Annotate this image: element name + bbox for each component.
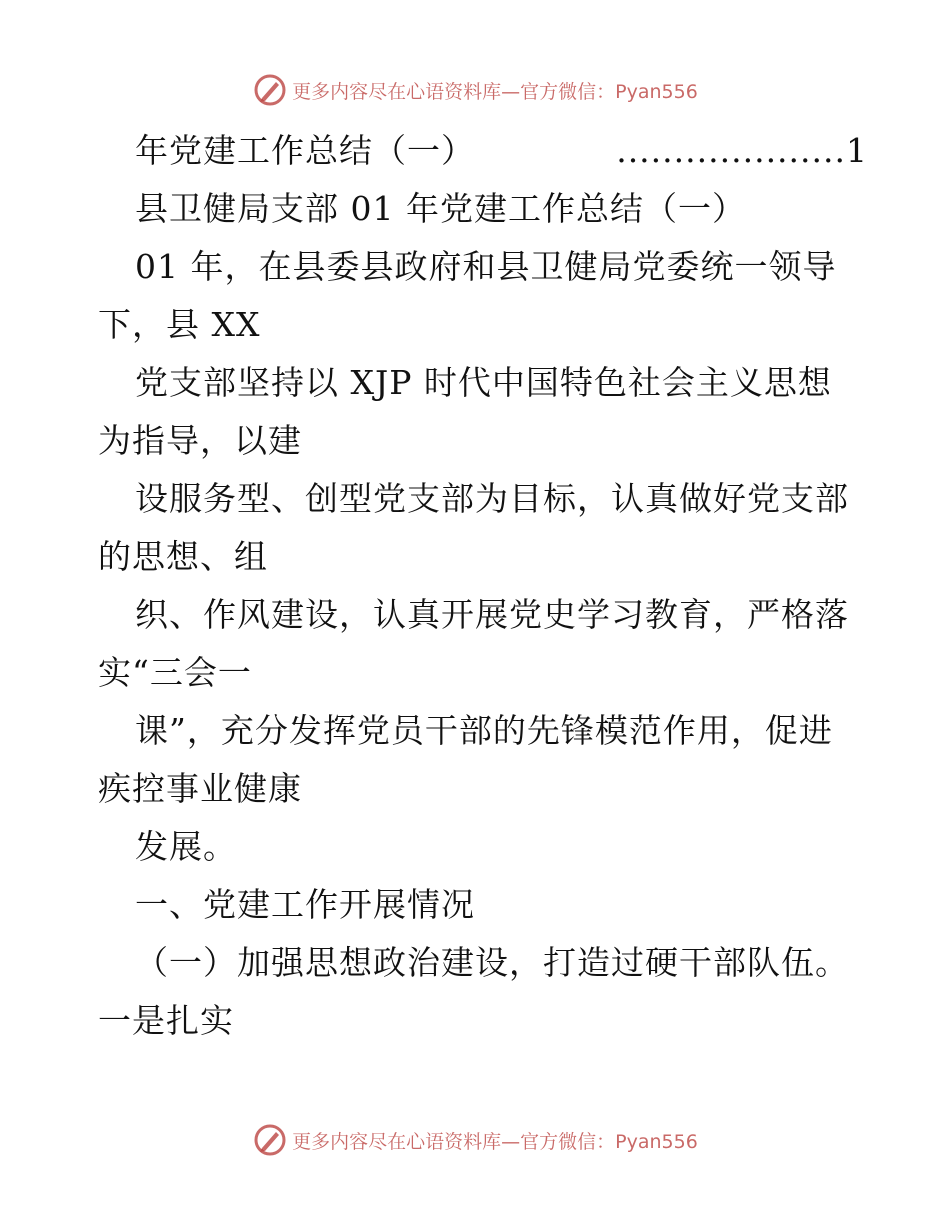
pen-circle-logo-icon bbox=[252, 72, 288, 108]
watermark-text: 更多内容尽在心语资料库—官方微信：Pyan556 bbox=[292, 80, 698, 103]
toc-title: 年党建工作总结（一） bbox=[135, 131, 475, 170]
pen-circle-logo-icon bbox=[252, 1122, 288, 1158]
paragraph-line: 发展。 bbox=[135, 827, 237, 866]
toc-entry[interactable] bbox=[98, 122, 868, 180]
paragraph-line: 为指导，以建 bbox=[98, 421, 302, 460]
paragraph-line: 下，县 XX bbox=[98, 305, 261, 344]
paragraph-line: 党支部坚持以 XJP 时代中国特色社会主义思想 bbox=[135, 363, 832, 402]
toc-page-number: 1 bbox=[846, 131, 868, 170]
paragraph-line: 一是扎实 bbox=[98, 1001, 234, 1040]
section-heading: 一、党建工作开展情况 bbox=[135, 885, 475, 924]
paragraph-line: 实“三会一 bbox=[98, 653, 252, 692]
paragraph-line: 01 年，在县委县政府和县卫健局党委统一领导 bbox=[135, 247, 837, 286]
watermark-text: 更多内容尽在心语资料库—官方微信：Pyan556 bbox=[292, 1130, 698, 1153]
paragraph-line: 课”，充分发挥党员干部的先锋模范作用，促进 bbox=[135, 711, 833, 750]
toc-leader: .................... bbox=[616, 131, 846, 170]
paragraph-line: 设服务型、创型党支部为目标，认真做好党支部 bbox=[135, 479, 849, 518]
paragraph-line: 织、作风建设，认真开展党史学习教育，严格落 bbox=[135, 595, 849, 634]
document-body bbox=[98, 122, 868, 1050]
paragraph-line: 疾控事业健康 bbox=[98, 769, 302, 808]
toc-leader-page bbox=[616, 122, 868, 180]
watermark-footer bbox=[0, 1120, 950, 1160]
watermark-header bbox=[0, 70, 950, 110]
document-title: 县卫健局支部 01 年党建工作总结（一） bbox=[135, 189, 746, 228]
paragraph-line: 的思想、组 bbox=[98, 537, 268, 576]
subsection-heading: （一）加强思想政治建设，打造过硬干部队伍。 bbox=[135, 943, 849, 982]
